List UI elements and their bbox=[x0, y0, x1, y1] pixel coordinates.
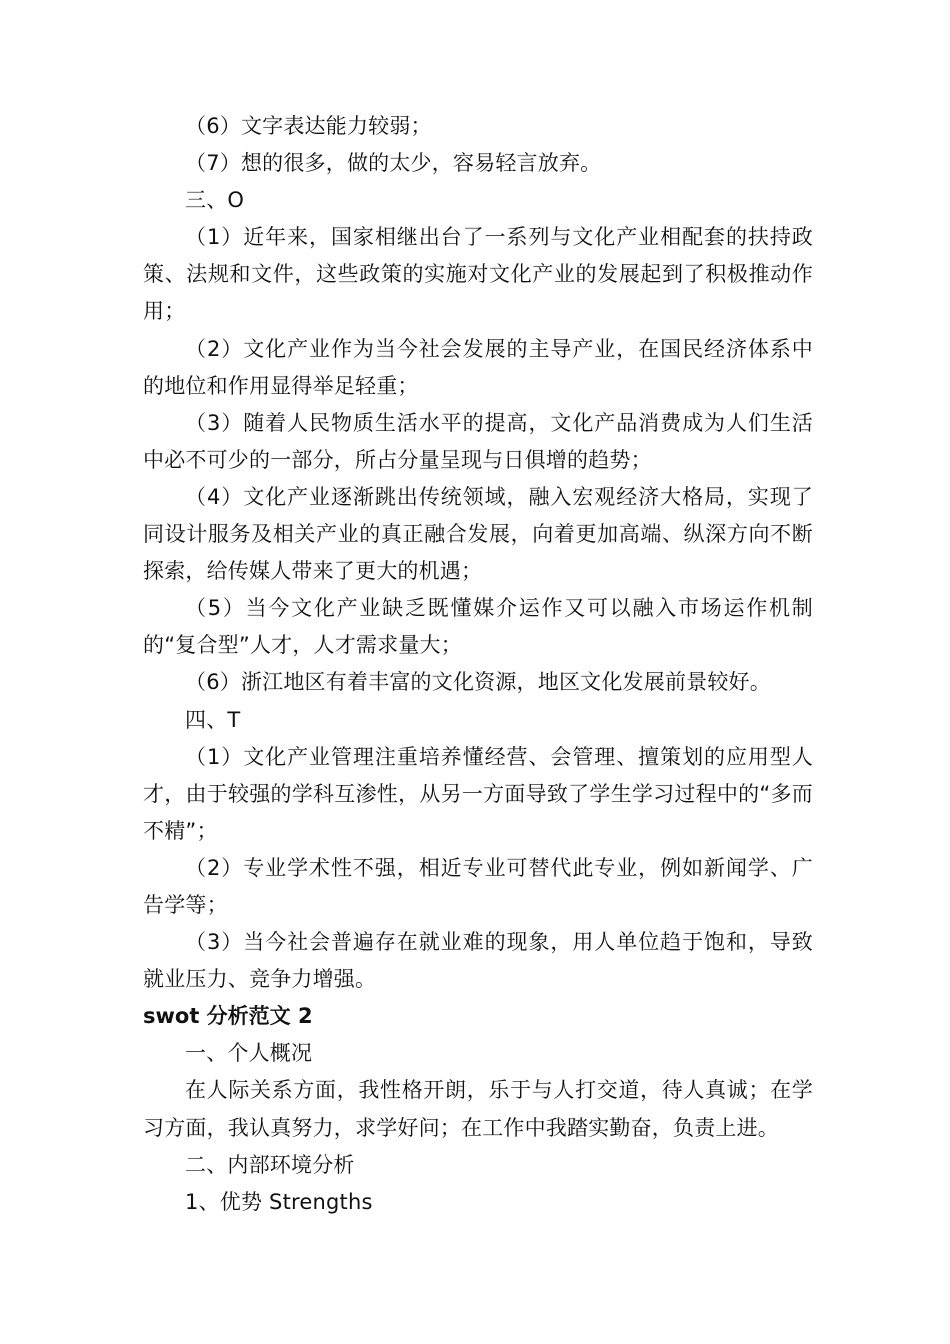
article-title-swot-2: swot 分析范文 2 bbox=[143, 1004, 313, 1029]
paragraph-threat-3: （3）当今社会普遍存在就业难的现象，用人单位趋于饱和，导致就业压力、竞争力增强。 bbox=[143, 930, 813, 992]
section-heading-personal-overview: 一、个人概况 bbox=[185, 1041, 313, 1066]
section-heading-threats: 四、T bbox=[185, 707, 241, 732]
document-body bbox=[143, 108, 813, 1221]
paragraph-opportunity-6: （6）浙江地区有着丰富的文化资源，地区文化发展前景较好。 bbox=[185, 670, 771, 695]
paragraph-opportunity-2: （2）文化产业作为当今社会发展的主导产业，在国民经济体系中的地位和作用显得举足轻重； bbox=[143, 336, 813, 398]
paragraph-threat-2: （2）专业学术性不强，相近专业可替代此专业，例如新闻学、广告学等； bbox=[143, 855, 813, 917]
paragraph-opportunity-4: （4）文化产业逐渐跳出传统领域，融入宏观经济大格局，实现了同设计服务及相关产业的真正融合发展，向着更加高端、纵深方向不断探索，给传媒人带来了更大的机遇； bbox=[143, 484, 813, 584]
paragraph-opportunity-5: （5）当今文化产业缺乏既懂媒介运作又可以融入市场运作机制的“复合型”人才，人才需求量大； bbox=[143, 596, 813, 658]
paragraph-opportunity-1: （1）近年来，国家相继出台了一系列与文化产业相配套的扶持政策、法规和文件，这些政策的实施对文化产业的发展起到了积极推动作用； bbox=[143, 225, 813, 324]
subheading-strengths: 1、优势 Strengths bbox=[185, 1189, 373, 1214]
section-heading-internal-analysis: 二、内部环境分析 bbox=[185, 1152, 355, 1177]
paragraph-weakness-6: （6）文字表达能力较弱； bbox=[185, 114, 432, 138]
paragraph-personal-overview: 在人际关系方面，我性格开朗，乐于与人打交道，待人真诚；在学习方面，我认真努力，求学好问；在工作中我踏实勤奋，负责上进。 bbox=[143, 1078, 813, 1140]
paragraph-threat-1: （1）文化产业管理注重培养懂经营、会管理、擅策划的应用型人才，由于较强的学科互渗性，从另一方面导致了学生学习过程中的“多而不精”； bbox=[143, 744, 813, 843]
section-heading-opportunities: 三、O bbox=[185, 188, 245, 213]
paragraph-opportunity-3: （3）随着人民物质生活水平的提高，文化产品消费成为人们生活中必不可少的一部分，所占分量呈现与日俱增的趋势； bbox=[143, 410, 813, 472]
paragraph-weakness-7: （7）想的很多，做的太少，容易轻言放弃。 bbox=[185, 151, 602, 176]
